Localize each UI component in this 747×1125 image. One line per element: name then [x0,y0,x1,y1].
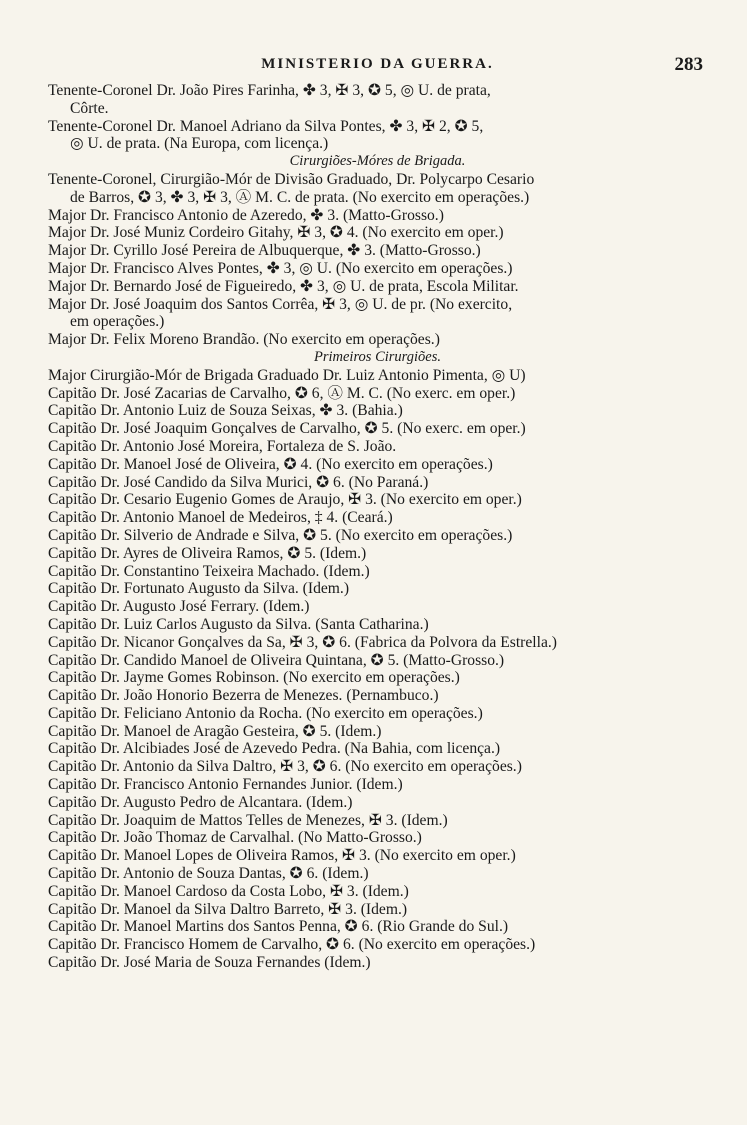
roster-entry-line: Major Cirurgião-Mór de Brigada Graduado Dr. Luiz Antonio Pimenta, ◎ U) [48,366,526,384]
roster-list [48,82,707,972]
roster-entry-line: Capitão Dr. Nicanor Gonçalves da Sa, ✠ 3, ✪ 6. (Fabrica da Polvora da Estrella.) [48,633,557,651]
roster-entry-line: Capitão Dr. Manoel de Aragão Gesteira, ✪ 5. (Idem.) [48,722,382,740]
entry-continuation-line: em operações.) [70,313,165,331]
roster-entry-line: Major Dr. Bernardo José de Figueiredo, ✤ 3, ◎ U. de prata, Escola Militar. [48,277,519,295]
roster-entry-line: Capitão Dr. Manoel Cardoso da Costa Lobo, ✠ 3. (Idem.) [48,882,409,900]
roster-entry-line: Capitão Dr. Joaquim de Mattos Telles de Menezes, ✠ 3. (Idem.) [48,811,448,829]
section-heading: Primeiros Cirurgiões. [313,348,442,365]
roster-entry-line: Capitão Dr. José Zacarias de Carvalho, ✪ 6, Ⓐ M. C. (No exerc. em oper.) [48,384,516,402]
roster-entry-line: Capitão Dr. Manoel Lopes de Oliveira Ramos, ✠ 3. (No exercito em oper.) [48,847,516,865]
roster-entry-line: Tenente-Coronel, Cirurgião-Mór de Divisão Graduado, Dr. Polycarpo Cesario [48,170,535,188]
roster-entry-line: Tenente-Coronel Dr. Manoel Adriano da Silva Pontes, ✤ 3, ✠ 2, ✪ 5, [48,117,484,135]
section-heading: Cirurgiões-Móres de Brigada. [289,153,466,170]
roster-entry-line: Capitão Dr. Augusto Pedro de Alcantara. (Idem.) [48,793,353,811]
roster-entry-line: Capitão Dr. Cesario Eugenio Gomes de Araujo, ✠ 3. (No exercito em oper.) [48,491,522,509]
page-header [48,56,707,82]
page-number: 283 [674,54,703,75]
roster-entry-line: Capitão Dr. Constantino Teixeira Machado. (Idem.) [48,562,370,580]
roster-entry-line: Capitão Dr. Antonio Manoel de Medeiros, ‡ 4. (Ceará.) [48,509,393,527]
roster-entry-line: Capitão Dr. Antonio Luiz de Souza Seixas, ✤ 3. (Bahia.) [48,402,403,420]
roster-entry-line: Capitão Dr. Alcibiades José de Azevedo Pedra. (Na Bahia, com licença.) [48,740,501,758]
roster-entry-line: Capitão Dr. João Thomaz de Carvalhal. (No Matto-Grosso.) [48,829,422,847]
roster-entry-line: Capitão Dr. Jayme Gomes Robinson. (No exercito em operações.) [48,669,460,687]
roster-entry-line: Capitão Dr. Antonio de Souza Dantas, ✪ 6. (Idem.) [48,865,369,883]
roster-entry-line: Tenente-Coronel Dr. João Pires Farinha, ✤ 3, ✠ 3, ✪ 5, ◎ U. de prata, [48,82,491,99]
entry-continuation-line: Côrte. [70,99,109,117]
roster-entry-line: Capitão Dr. Manoel Martins dos Santos Penna, ✪ 6. (Rio Grande do Sul.) [48,918,509,936]
roster-entry-line: Capitão Dr. Manoel da Silva Daltro Barreto, ✠ 3. (Idem.) [48,900,408,918]
roster-entry-line: Major Dr. Francisco Antonio de Azeredo, ✤ 3. (Matto-Grosso.) [48,206,444,224]
roster-entry-line: Capitão Dr. Francisco Homem de Carvalho, ✪ 6. (No exercito em operações.) [48,936,536,954]
roster-entry-line: Capitão Dr. José Joaquim Gonçalves de Carvalho, ✪ 5. (No exerc. em oper.) [48,420,526,438]
roster-entry-line: Major Dr. Francisco Alves Pontes, ✤ 3, ◎ U. (No exercito em operações.) [48,259,513,277]
roster-entry-line: Capitão Dr. Candido Manoel de Oliveira Quintana, ✪ 5. (Matto-Grosso.) [48,651,505,669]
entry-continuation-line: ◎ U. de prata. (Na Europa, com licença.) [70,135,329,153]
entry-continuation-line: de Barros, ✪ 3, ✤ 3, ✠ 3, Ⓐ M. C. de prata. (No exercito em operações.) [70,188,530,206]
roster-entry-line: Capitão Dr. José Candido da Silva Murici, ✪ 6. (No Paraná.) [48,473,429,491]
roster-entry-line: Major Dr. Cyrillo José Pereira de Albuquerque, ✤ 3. (Matto-Grosso.) [48,242,481,260]
roster-entry-line: Capitão Dr. Luiz Carlos Augusto da Silva. (Santa Catharina.) [48,615,429,633]
running-title: MINISTERIO DA GUERRA. [261,56,494,72]
roster-entry-line: Major Dr. José Muniz Cordeiro Gitahy, ✠ 3, ✪ 4. (No exercito em oper.) [48,224,504,242]
roster-entry-line: Capitão Dr. Antonio da Silva Daltro, ✠ 3, ✪ 6. (No exercito em operações.) [48,758,522,776]
roster-entry-line: Capitão Dr. Fortunato Augusto da Silva. (Idem.) [48,580,350,598]
roster-entry-line: Capitão Dr. José Maria de Souza Fernandes (Idem.) [48,954,371,972]
roster-entry-line: Capitão Dr. Ayres de Oliveira Ramos, ✪ 5. (Idem.) [48,544,367,562]
roster-entry-line: Capitão Dr. Augusto José Ferrary. (Idem.) [48,598,310,616]
roster-entry-line: Capitão Dr. Silverio de Andrade e Silva, ✪ 5. (No exercito em operações.) [48,526,513,544]
roster-entry-line: Capitão Dr. Feliciano Antonio da Rocha. (No exercito em operações.) [48,704,483,722]
roster-entry-line: Capitão Dr. Antonio José Moreira, Fortaleza de S. João. [48,437,397,455]
roster-entry-line: Capitão Dr. João Honorio Bezerra de Menezes. (Pernambuco.) [48,687,439,705]
roster-entry-line: Capitão Dr. Manoel José de Oliveira, ✪ 4. (No exercito em operações.) [48,455,493,473]
roster-entry-line: Major Dr. Felix Moreno Brandão. (No exercito em operações.) [48,331,440,349]
roster-entry-line: Capitão Dr. Francisco Antonio Fernandes Junior. (Idem.) [48,776,403,794]
roster-entry-line: Major Dr. José Joaquim dos Santos Corrêa, ✠ 3, ◎ U. de pr. (No exercito, [48,295,513,313]
